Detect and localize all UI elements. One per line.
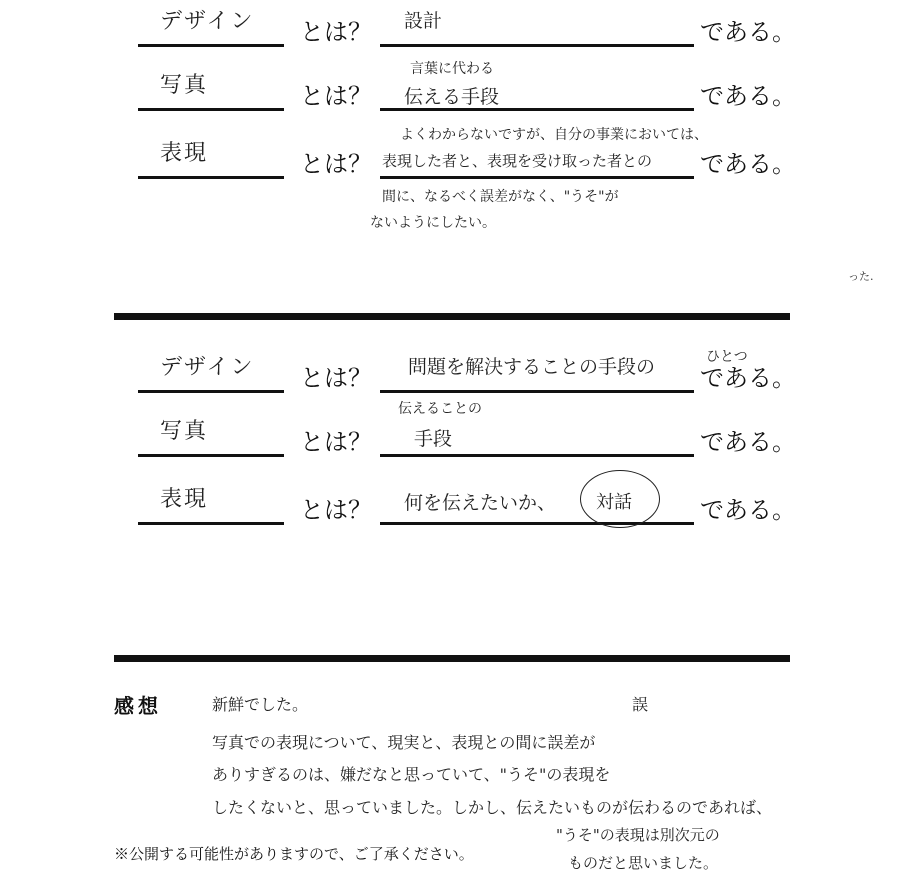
term-underline [138,176,284,179]
towa-text: とは？ [300,497,372,524]
answer-expression-line2: 間に、なるべく誤差がなく、"うそ"が [382,189,619,205]
towa-text: とは？ [300,83,372,110]
note-dialogue: 対話 [596,492,632,513]
answer-photo: 伝える手段 [404,86,500,108]
kanso-line-4: したくないと、思っていました。しかし、伝えたいものが伝わるのであれば、 [212,798,773,817]
note-photo-2: 伝えることの [398,401,482,417]
answer-expression: 表現した者と、表現を受け取った者との [382,152,653,170]
row-photo-2 [0,414,900,474]
towa-text: とは？ [300,429,372,456]
stray-mark: った. [848,270,874,283]
term-design: デザイン [160,355,255,380]
row-photo-1 [0,68,900,128]
term-underline [138,454,284,457]
kanso-line-5: "うそ"の表現は別次元の [556,826,720,844]
dearu-text: である。 [700,151,796,178]
term-photo: 写真 [160,73,209,98]
dearu-text: である。 [700,429,796,456]
term-design: デザイン [160,9,255,34]
dearu-text: である。 [700,19,796,46]
term-underline [138,108,284,111]
kanso-label: 感想 [114,696,162,718]
dearu-text: である。 [700,497,796,524]
term-expression: 表現 [160,487,209,512]
term-underline [138,522,284,525]
answer-expression-line3: ないようにしたい。 [370,215,496,231]
separator-1 [114,313,790,320]
row-expression-2 [0,482,900,542]
answer-underline [380,390,694,393]
term-underline [138,44,284,47]
answer-underline [380,44,694,47]
answer-underline [380,176,694,179]
kanso-line-2: 写真での表現について、現実と、表現との間に誤差が [212,733,596,752]
disclaimer-footer: ※公開する可能性がありますので、ご了承ください。 [114,846,474,863]
kanso-correction: 誤 [632,695,649,714]
term-expression: 表現 [160,141,209,166]
note-photo: 言葉に代わる [410,61,494,77]
separator-2 [114,655,790,662]
term-photo: 写真 [160,419,209,444]
answer-design-2: 問題を解決することの手段の [408,356,656,378]
towa-text: とは？ [300,365,372,392]
kanso-line-3: ありすぎるのは、嫌だなと思っていて、"うそ"の表現を [212,765,611,784]
answer-underline [380,454,694,457]
note-design-2: ひとつ [706,349,748,365]
answer-expression-2: 何を伝えたいか、 [404,492,557,514]
towa-text: とは？ [300,151,372,178]
dearu-text: である。 [700,83,796,110]
answer-design: 設計 [404,10,443,32]
row-design-1 [0,4,900,64]
kanso-line-6: ものだと思いました。 [568,854,719,872]
dearu-text: である。 [700,365,796,392]
answer-underline [380,108,694,111]
answer-underline [380,522,694,525]
kanso-line-1: 新鮮でした。 [212,695,309,714]
note-expression: よくわからないですが、自分の事業においては、 [400,127,708,143]
answer-photo-2: 手段 [414,428,453,450]
term-underline [138,390,284,393]
towa-text: とは？ [300,19,372,46]
